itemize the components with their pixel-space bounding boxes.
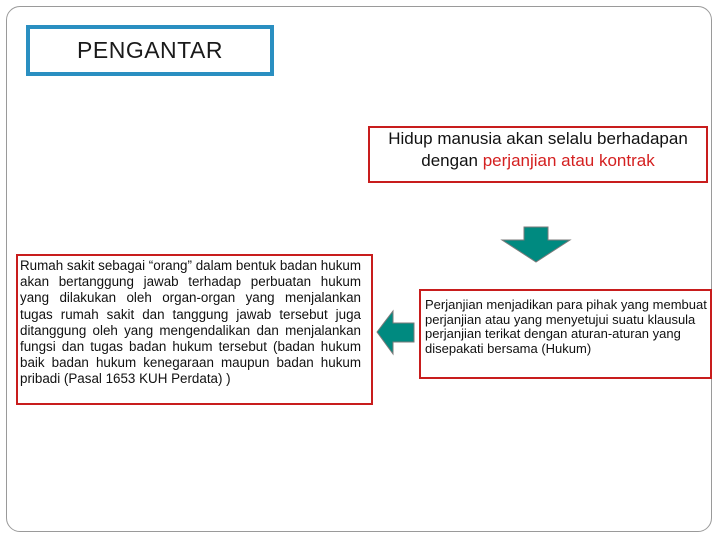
top-statement-highlight: perjanjian atau kontrak	[482, 151, 655, 170]
right-statement-text: Perjanjian menjadikan para pihak yang membuat perjanjian atau yang menyetujui suatu klausula perjanjian terikat dengan aturan-aturan yang disepakati bersama (Hukum)	[425, 297, 707, 356]
left-statement-text: Rumah sakit sebagai “orang” dalam bentuk badan hukum akan bertanggung jawab terhadap perbuatan hukum yang dilakukan oleh organ-organ yang menjalankan tugas rumah sakit dan tanggung jawab tersebut juga ditanggung oleh yang mengendalikan dan menjalankan fungsi dan tugas badan hukum tersebut (badan hukum baik badan hukum kenegaraan maupun badan hukum pribadi (Pasal 1653 KUH Perdata) )	[20, 258, 361, 387]
slide-title: PENGANTAR	[77, 37, 223, 63]
arrow-down-icon	[500, 226, 572, 264]
arrow-left-icon	[376, 309, 416, 357]
title-box	[26, 25, 274, 76]
top-statement-plain: Hidup manusia akan selalu berhadapan dengan	[388, 129, 688, 170]
top-statement-text	[368, 128, 708, 172]
